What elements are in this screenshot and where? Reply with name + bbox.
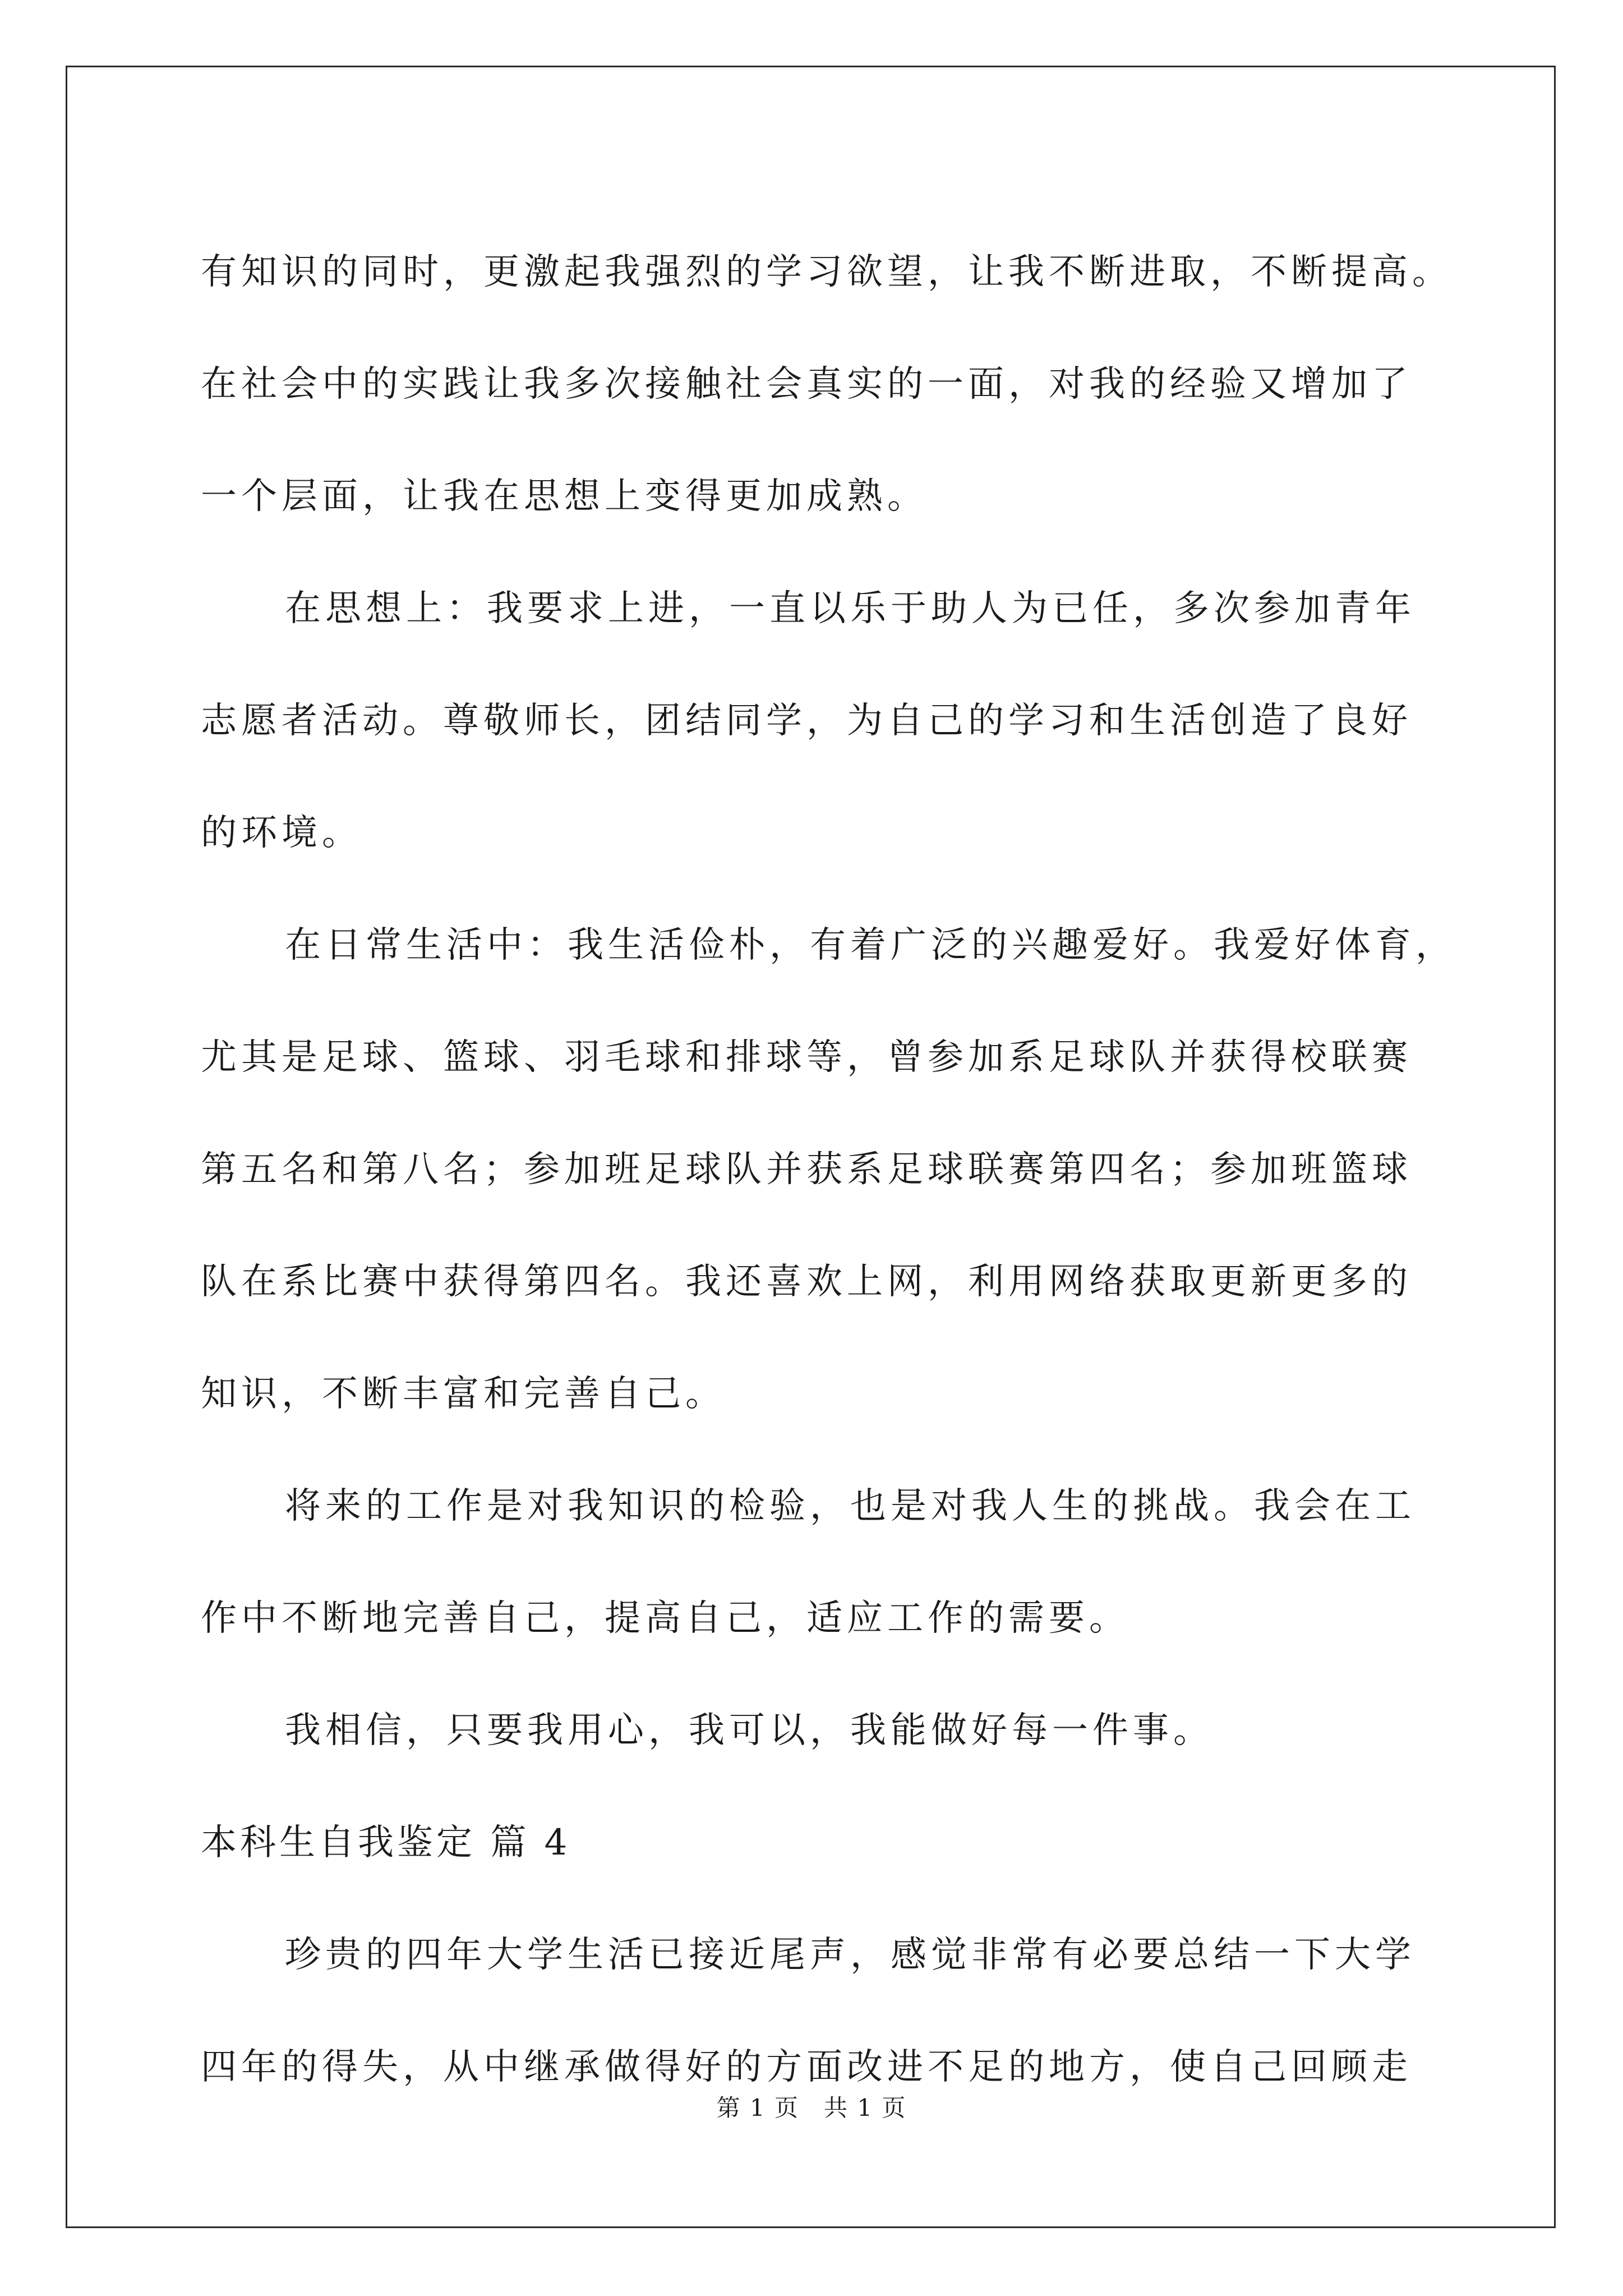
text-line: 珍贵的四年大学生活已接近尾声，感觉非常有必要总结一下大学 <box>285 1934 1415 1976</box>
text-line: 志愿者活动。尊敬师长，团结同学，为自己的学习和生活创造了良好 <box>201 700 1412 742</box>
text-line: 我相信，只要我用心，我可以，我能做好每一件事。 <box>285 1710 1214 1751</box>
section-heading: 本科生自我鉴定 篇 4 <box>201 1822 571 1864</box>
text-line: 在思想上：我要求上进，一直以乐于助人为已任，多次参加青年 <box>285 588 1415 629</box>
text-line: 作中不断地完善自己，提高自己，适应工作的需要。 <box>201 1598 1129 1639</box>
document-body <box>201 216 1456 2123</box>
text-line: 知识，不断丰富和完善自己。 <box>201 1373 726 1415</box>
text-line: 一个层面，让我在思想上变得更加成熟。 <box>201 476 928 517</box>
text-line: 将来的工作是对我知识的检验，也是对我人生的挑战。我会在工 <box>285 1485 1415 1527</box>
text-line: 在日常生活中：我生活俭朴，有着广泛的兴趣爱好。我爱好体育， <box>285 924 1456 966</box>
text-line: 有知识的同时，更激起我强烈的学习欲望，让我不断进取，不断提高。 <box>201 251 1453 293</box>
text-line: 的环境。 <box>201 812 362 854</box>
text-line: 第五名和第八名；参加班足球队并获系足球联赛第四名；参加班篮球 <box>201 1149 1412 1190</box>
text-line: 四年的得失，从中继承做得好的方面改进不足的地方，使自己回顾走 <box>201 2046 1412 2088</box>
page-number-footer: 第 1 页 共 1 页 <box>716 2094 907 2122</box>
text-line: 队在系比赛中获得第四名。我还喜欢上网，利用网络获取更新更多的 <box>201 1261 1412 1303</box>
text-line: 在社会中的实践让我多次接触社会真实的一面，对我的经验又增加了 <box>201 364 1412 405</box>
text-line: 尤其是足球、篮球、羽毛球和排球等，曾参加系足球队并获得校联赛 <box>201 1037 1412 1078</box>
